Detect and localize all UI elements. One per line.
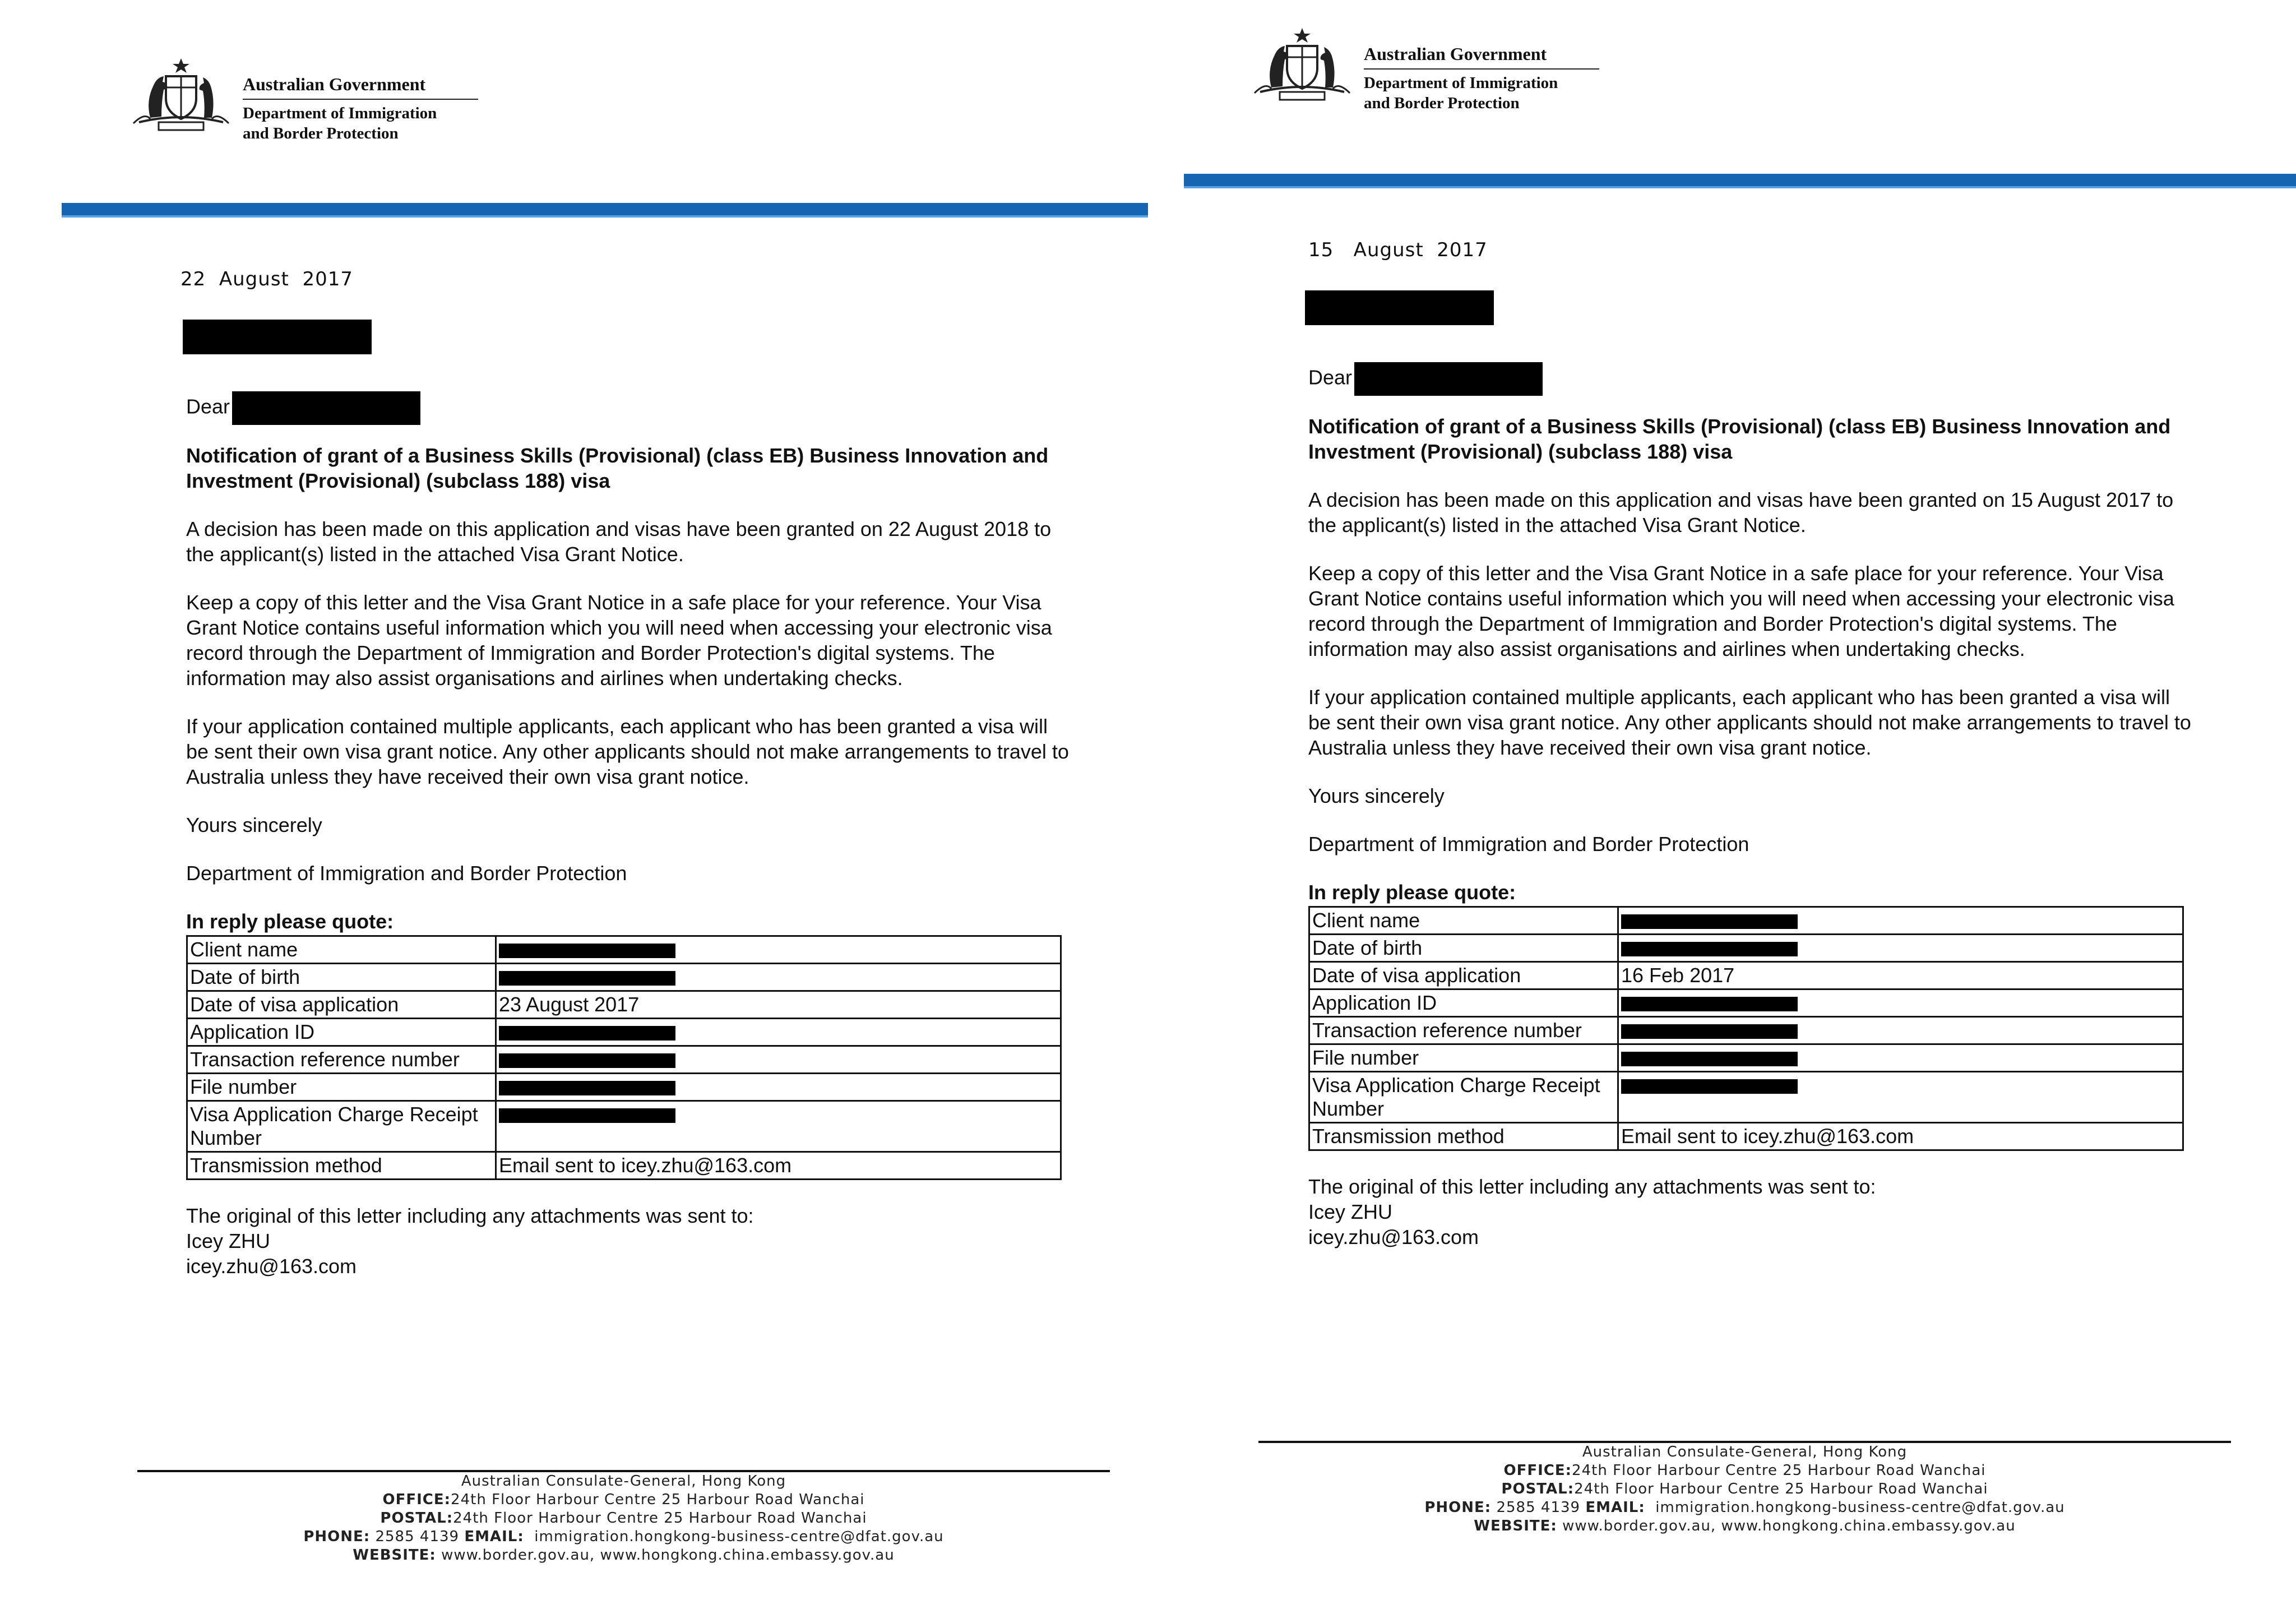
footer-postal: POSTAL:24th Floor Harbour Centre 25 Harbour Road Wanchai bbox=[380, 1510, 867, 1527]
row-value bbox=[1618, 1017, 2183, 1044]
paragraph-keep-copy: Keep a copy of this letter and the Visa Grant Notice in a safe place for your reference. Your Visa Grant Notice contains useful information which you will need when accessing your electronic visa record through the Department of Immigration and Border Protection's digital systems. The information may also assist organisations and airlines when undertaking checks. bbox=[1308, 562, 2174, 660]
sent-to-block bbox=[186, 1203, 1069, 1279]
footer-website: WEBSITE: www.border.gov.au, www.hongkong.china.embassy.gov.au bbox=[1474, 1518, 2016, 1534]
coat-of-arms-icon bbox=[1249, 26, 1355, 104]
row-label: Date of visa application bbox=[187, 991, 496, 1019]
subject-line: Notification of grant of a Business Skills (Provisional) (class EB) Business Innovation and Investment (Provisional) (subclass 188) visa bbox=[1308, 415, 2171, 463]
row-value: Email sent to icey.zhu@163.com bbox=[496, 1152, 1061, 1180]
quote-heading: In reply please quote: bbox=[186, 910, 394, 933]
letter-date: 15 August 2017 bbox=[1308, 239, 1488, 261]
paragraph-multiple-applicants: If your application contained multiple applicants, each applicant who has been granted a visa will be sent their own visa grant notice. Any other applicants should not make arrangements to travel to Australia unless they have received their own visa grant notice. bbox=[186, 715, 1069, 788]
table-row bbox=[187, 1046, 1061, 1074]
redacted-value bbox=[1621, 997, 1798, 1011]
row-label: Client name bbox=[187, 936, 496, 964]
row-value: 16 Feb 2017 bbox=[1618, 962, 2183, 989]
redacted-value bbox=[1621, 914, 1798, 929]
table-row bbox=[187, 1152, 1061, 1180]
table-row bbox=[1309, 962, 2183, 989]
footer-contact: PHONE: 2585 4139 EMAIL: immigration.hongkong-business-centre@dfat.gov.au bbox=[1424, 1499, 2065, 1516]
table-row bbox=[1309, 989, 2183, 1017]
row-value: Email sent to icey.zhu@163.com bbox=[1618, 1123, 2183, 1150]
redacted-recipient bbox=[183, 320, 372, 354]
row-label: Transmission method bbox=[1309, 1123, 1618, 1150]
department-name: Department of Immigration and Border Protection bbox=[243, 104, 437, 142]
footer-website: WEBSITE: www.border.gov.au, www.hongkong.china.embassy.gov.au bbox=[353, 1547, 895, 1564]
row-value bbox=[496, 936, 1061, 964]
paragraph-multiple-applicants: If your application contained multiple applicants, each applicant who has been granted a visa will be sent their own visa grant notice. Any other applicants should not make arrangements to travel to Australia unless they have received their own visa grant notice. bbox=[1308, 686, 2191, 759]
header-rule bbox=[1184, 174, 2296, 188]
header-rule bbox=[62, 203, 1148, 218]
redacted-value bbox=[499, 971, 675, 986]
row-label: Date of birth bbox=[187, 964, 496, 991]
table-row bbox=[1309, 907, 2183, 935]
government-name: Australian Government bbox=[243, 73, 478, 100]
row-label: Transaction reference number bbox=[1309, 1017, 1618, 1044]
letter-body bbox=[1308, 414, 2191, 1250]
footer-contact: PHONE: 2585 4139 EMAIL: immigration.hongkong-business-centre@dfat.gov.au bbox=[303, 1528, 944, 1545]
row-label: Visa Application Charge Receipt Number bbox=[1309, 1072, 1618, 1123]
table-row bbox=[1309, 1017, 2183, 1044]
footer bbox=[137, 1470, 1110, 1565]
table-row bbox=[1309, 1044, 2183, 1072]
letter-right bbox=[1148, 0, 2296, 1623]
row-label: Visa Application Charge Receipt Number bbox=[187, 1101, 496, 1152]
signature: Department of Immigration and Border Protection bbox=[1308, 833, 1749, 856]
table-row bbox=[1309, 1123, 2183, 1150]
table-row bbox=[187, 1101, 1061, 1152]
table-row bbox=[187, 991, 1061, 1019]
quote-heading: In reply please quote: bbox=[1308, 881, 1516, 904]
row-value bbox=[1618, 907, 2183, 935]
row-label: File number bbox=[187, 1074, 496, 1101]
row-value bbox=[496, 1074, 1061, 1101]
paragraph-decision: A decision has been made on this application and visas have been granted on 15 August 2017 to the applicant(s) listed in the attached Visa Grant Notice. bbox=[1308, 488, 2174, 537]
sent-to-email: icey.zhu@163.com bbox=[1308, 1226, 1479, 1249]
sent-to-intro: The original of this letter including any attachments was sent to: bbox=[186, 1204, 754, 1227]
table-row bbox=[187, 936, 1061, 964]
closing: Yours sincerely bbox=[186, 813, 322, 836]
row-value bbox=[496, 1019, 1061, 1046]
paragraph-keep-copy: Keep a copy of this letter and the Visa Grant Notice in a safe place for your reference. Your Visa Grant Notice contains useful information which you will need when accessing your electronic visa record through the Department of Immigration and Border Protection's digital systems. The information may also assist organisations and airlines when undertaking checks. bbox=[186, 591, 1052, 690]
row-value bbox=[496, 964, 1061, 991]
signature: Department of Immigration and Border Protection bbox=[186, 862, 627, 885]
salutation: Dear bbox=[1308, 362, 1543, 396]
sent-to-intro: The original of this letter including any attachments was sent to: bbox=[1308, 1175, 1876, 1198]
redacted-value bbox=[499, 1026, 675, 1041]
redacted-value bbox=[1621, 942, 1798, 956]
table-row bbox=[187, 964, 1061, 991]
sent-to-block bbox=[1308, 1174, 2191, 1250]
row-value bbox=[496, 1046, 1061, 1074]
row-value bbox=[496, 1101, 1061, 1152]
letterhead-text bbox=[1364, 43, 1599, 113]
row-value bbox=[1618, 989, 2183, 1017]
letter-body bbox=[186, 443, 1069, 1279]
row-value: 23 August 2017 bbox=[496, 991, 1061, 1019]
footer bbox=[1258, 1441, 2231, 1536]
table-row bbox=[1309, 935, 2183, 962]
department-name: Department of Immigration and Border Protection bbox=[1364, 74, 1558, 112]
row-label: Client name bbox=[1309, 907, 1618, 935]
table-row bbox=[187, 1074, 1061, 1101]
row-value bbox=[1618, 1072, 2183, 1123]
row-label: Transmission method bbox=[187, 1152, 496, 1180]
redacted-name bbox=[232, 391, 420, 425]
sent-to-name: Icey ZHU bbox=[1308, 1200, 1393, 1223]
table-row bbox=[1309, 1072, 2183, 1123]
footer-office: OFFICE:24th Floor Harbour Centre 25 Harbour Road Wanchai bbox=[382, 1491, 865, 1508]
row-label: Date of visa application bbox=[1309, 962, 1618, 989]
sent-to-email: icey.zhu@163.com bbox=[186, 1255, 357, 1278]
coat-of-arms-icon bbox=[128, 56, 234, 135]
redacted-value bbox=[1621, 1052, 1798, 1066]
closing: Yours sincerely bbox=[1308, 784, 1445, 807]
subject-line: Notification of grant of a Business Skills (Provisional) (class EB) Business Innovation and Investment (Provisional) (subclass 188) visa bbox=[186, 444, 1049, 492]
row-label: Application ID bbox=[1309, 989, 1618, 1017]
row-label: Transaction reference number bbox=[187, 1046, 496, 1074]
redacted-value bbox=[499, 1053, 675, 1068]
row-label: Date of birth bbox=[1309, 935, 1618, 962]
table-row bbox=[187, 1019, 1061, 1046]
footer-consulate: Australian Consulate-General, Hong Kong bbox=[1258, 1441, 2231, 1462]
footer-consulate: Australian Consulate-General, Hong Kong bbox=[137, 1470, 1110, 1491]
salutation: Dear bbox=[186, 391, 420, 425]
row-label: Application ID bbox=[187, 1019, 496, 1046]
reference-table bbox=[186, 935, 1062, 1180]
row-label: File number bbox=[1309, 1044, 1618, 1072]
sent-to-name: Icey ZHU bbox=[186, 1229, 271, 1252]
paragraph-decision: A decision has been made on this application and visas have been granted on 22 August 2018 to the applicant(s) listed in the attached Visa Grant Notice. bbox=[186, 517, 1052, 566]
redacted-value bbox=[499, 1108, 675, 1123]
row-value bbox=[1618, 935, 2183, 962]
redacted-name bbox=[1354, 362, 1543, 396]
footer-office: OFFICE:24th Floor Harbour Centre 25 Harbour Road Wanchai bbox=[1503, 1462, 1986, 1479]
reference-table bbox=[1308, 906, 2184, 1151]
row-value bbox=[1618, 1044, 2183, 1072]
redacted-value bbox=[499, 944, 675, 958]
redacted-value bbox=[1621, 1024, 1798, 1039]
redacted-recipient bbox=[1305, 290, 1494, 325]
letterhead-text bbox=[243, 73, 478, 144]
redacted-value bbox=[499, 1081, 675, 1095]
letter-date: 22 August 2017 bbox=[180, 268, 354, 290]
footer-postal: POSTAL:24th Floor Harbour Centre 25 Harbour Road Wanchai bbox=[1501, 1481, 1988, 1497]
redacted-value bbox=[1621, 1079, 1798, 1094]
government-name: Australian Government bbox=[1364, 43, 1599, 70]
